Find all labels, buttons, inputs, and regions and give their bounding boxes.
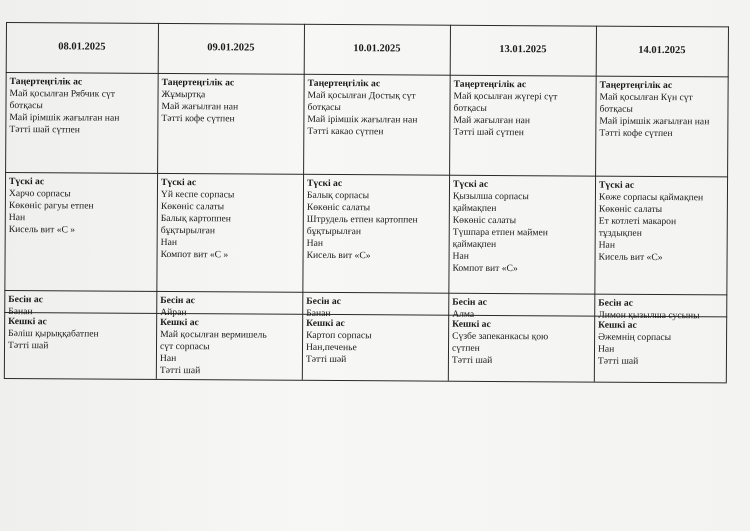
meal-cell-dinner bbox=[598, 320, 671, 368]
dish-line: Штрудель етпен картоппен bbox=[306, 213, 418, 226]
meal-cell-lunch bbox=[599, 180, 704, 265]
table-row-rule bbox=[4, 290, 727, 295]
table-row-rule bbox=[6, 22, 729, 27]
meal-cell-lunch bbox=[161, 177, 235, 261]
dish-line: Балық картоппен bbox=[160, 212, 231, 225]
meal-cell-breakfast bbox=[453, 79, 557, 140]
table-column-rule bbox=[448, 25, 451, 381]
dish-line: Нан bbox=[306, 237, 324, 249]
dish-line: қаймақпен bbox=[452, 202, 497, 214]
dish-line: Тәтті шай сүтпен bbox=[9, 124, 80, 136]
meal-title: Түскі ас bbox=[452, 178, 489, 190]
dish-line: Алма bbox=[452, 308, 475, 320]
dish-line: Тәтті кофе сүтпен bbox=[161, 112, 235, 125]
dish-line: ботқасы bbox=[453, 102, 487, 114]
dish-line: Май жағылған нан bbox=[453, 114, 531, 127]
table-column-rule bbox=[594, 26, 597, 382]
dish-line: Нан bbox=[452, 250, 469, 262]
day-date-header: 13.01.2025 bbox=[499, 44, 547, 56]
meal-title: Бесін ас bbox=[452, 296, 487, 308]
meal-cell-lunch bbox=[452, 179, 548, 276]
table-row-rule bbox=[5, 172, 728, 177]
dish-line: Компот вит «С» bbox=[452, 262, 518, 275]
dish-line: Көкөніс салаты bbox=[598, 203, 663, 216]
meal-cell-snack bbox=[306, 296, 341, 320]
meal-title: Таңертеңгілік ас bbox=[9, 76, 83, 88]
dish-line: Май ірімшік жағылған нан bbox=[9, 112, 120, 124]
dish-line: Сүзбе запеканкасы қою bbox=[452, 330, 549, 343]
dish-line: Май қосылған Күн сүт bbox=[599, 91, 693, 104]
meal-cell-snack bbox=[8, 294, 43, 318]
dish-line: ботқасы bbox=[9, 100, 43, 112]
day-date-header: 08.01.2025 bbox=[58, 41, 106, 53]
dish-line: Тәтті шәй сүтпен bbox=[453, 126, 524, 139]
dish-line: ботқасы bbox=[307, 101, 341, 114]
dish-line: Нан bbox=[598, 239, 616, 251]
dish-line: Май жағылған нан bbox=[161, 100, 239, 113]
dish-line: Әжемнің сорпасы bbox=[598, 331, 672, 344]
dish-line: Май қосылған Достық сүт bbox=[307, 89, 416, 102]
dish-line: Нан bbox=[8, 212, 26, 224]
dish-line: сүт сорпасы bbox=[159, 340, 210, 353]
dish-line: Компот вит «С » bbox=[160, 248, 229, 261]
dish-line: Банан bbox=[8, 306, 33, 318]
meal-title: Таңертеңгілік ас bbox=[161, 76, 235, 89]
meal-title: Түскі ас bbox=[598, 179, 635, 191]
table-column-rule bbox=[4, 22, 7, 378]
dish-line: Харчо сорпасы bbox=[8, 188, 71, 200]
dish-line: Тәтті шәй bbox=[305, 353, 347, 366]
meal-cell-snack bbox=[160, 295, 195, 319]
meal-title: Кешкі ас bbox=[8, 316, 47, 328]
dish-line: Түшпара етпен маймен bbox=[452, 226, 548, 239]
dish-line: Май қосылған Рябчик сүт bbox=[9, 88, 116, 100]
meal-cell-breakfast bbox=[9, 76, 119, 137]
day-date-header: 14.01.2025 bbox=[638, 44, 686, 57]
table-column-rule bbox=[156, 23, 159, 379]
dish-line: Нан,печенье bbox=[305, 341, 357, 354]
dish-line: Кисель вит «С» bbox=[598, 251, 663, 264]
table-column-rule bbox=[726, 26, 729, 382]
dish-line: Көкөніс салаты bbox=[160, 200, 225, 213]
dish-line: Тәтті шай bbox=[7, 340, 49, 352]
day-date-header: 09.01.2025 bbox=[207, 42, 255, 54]
dish-line: Көкөніс салаты bbox=[306, 201, 371, 214]
meal-title: Кешкі ас bbox=[306, 317, 345, 330]
meal-cell-lunch bbox=[9, 176, 94, 237]
dish-line: Картоп сорпасы bbox=[306, 329, 372, 342]
table-column-rule bbox=[302, 24, 305, 380]
dish-line: Көкөніс рагуы етпен bbox=[8, 200, 94, 212]
dish-line: Айран bbox=[160, 306, 187, 319]
meal-title: Таңертеңгілік ас bbox=[307, 77, 381, 90]
dish-line: бұқтырылған bbox=[306, 225, 362, 238]
dish-line: Нан bbox=[597, 343, 615, 355]
dish-line: Кисель вит «С » bbox=[8, 224, 76, 236]
meal-title: Бесін ас bbox=[8, 294, 43, 306]
menu-table bbox=[4, 22, 728, 382]
meal-cell-snack bbox=[452, 297, 487, 321]
dish-line: Көкөніс салаты bbox=[452, 214, 517, 227]
meal-cell-breakfast bbox=[307, 78, 417, 139]
dish-line: Қызылша сорпасы bbox=[452, 190, 529, 203]
dish-line: бұқтырылған bbox=[160, 224, 216, 237]
dish-line: Лимон қызылша сусыны bbox=[598, 309, 700, 322]
dish-line: Тәтті шай bbox=[451, 354, 493, 366]
meal-title: Түскі ас bbox=[160, 176, 197, 189]
dish-line: Банан bbox=[306, 307, 331, 319]
dish-line: Тәтті шай bbox=[597, 355, 639, 367]
meal-cell-snack bbox=[598, 298, 700, 323]
meal-cell-dinner bbox=[306, 318, 372, 366]
meal-title: Кешкі ас bbox=[598, 319, 637, 331]
dish-line: қаймақпен bbox=[452, 238, 497, 250]
meal-title: Түскі ас bbox=[306, 177, 343, 190]
meal-title: Таңертеңгілік ас bbox=[599, 79, 673, 92]
meal-title: Кешкі ас bbox=[160, 316, 199, 329]
meal-title: Бесін ас bbox=[160, 294, 195, 307]
dish-line: Балық сорпасы bbox=[306, 189, 370, 202]
dish-line: Жұмыртқа bbox=[161, 88, 206, 101]
dish-line: Тәтті какао сүтпен bbox=[307, 125, 384, 138]
day-date-header: 10.01.2025 bbox=[353, 43, 401, 55]
dish-line: Май ірімшік жағылған нан bbox=[307, 113, 418, 126]
table-row-rule bbox=[4, 378, 727, 383]
meal-cell-dinner bbox=[452, 319, 548, 368]
dish-line: тұздықпен bbox=[598, 227, 642, 239]
meal-cell-dinner bbox=[160, 317, 267, 378]
dish-line: Бәліш қырыққабатпен bbox=[8, 328, 99, 340]
dish-line: Тәтті кофе сүтпен bbox=[599, 127, 673, 140]
dish-line: сүтпен bbox=[451, 342, 480, 354]
dish-line: Тәтті шай bbox=[159, 364, 201, 377]
dish-line: Көже сорпасы қаймақпен bbox=[598, 191, 704, 204]
dish-line: Май ірімшік жағылған нан bbox=[599, 115, 710, 128]
dish-line: Май қосылған жүгері сүт bbox=[453, 90, 558, 103]
meal-title: Таңертеңгілік ас bbox=[453, 78, 527, 91]
meal-title: Түскі ас bbox=[8, 176, 45, 188]
dish-line: Май қосылған вермишель bbox=[160, 328, 267, 341]
meal-cell-breakfast bbox=[599, 80, 709, 141]
meal-cell-lunch bbox=[307, 178, 418, 263]
dish-line: Ет котлеті макарон bbox=[598, 215, 677, 228]
meal-title: Бесін ас bbox=[598, 297, 633, 309]
meal-title: Кешкі ас bbox=[452, 318, 491, 330]
dish-line: Үй кеспе сорпасы bbox=[160, 188, 235, 201]
dish-line: Нан bbox=[159, 352, 177, 365]
meal-cell-dinner bbox=[8, 316, 99, 353]
meal-cell-breakfast bbox=[161, 77, 238, 125]
dish-line: Кисель вит «С» bbox=[306, 249, 371, 262]
dish-line: Нан bbox=[160, 236, 178, 249]
dish-line: ботқасы bbox=[599, 103, 633, 115]
meal-title: Бесін ас bbox=[306, 295, 341, 308]
